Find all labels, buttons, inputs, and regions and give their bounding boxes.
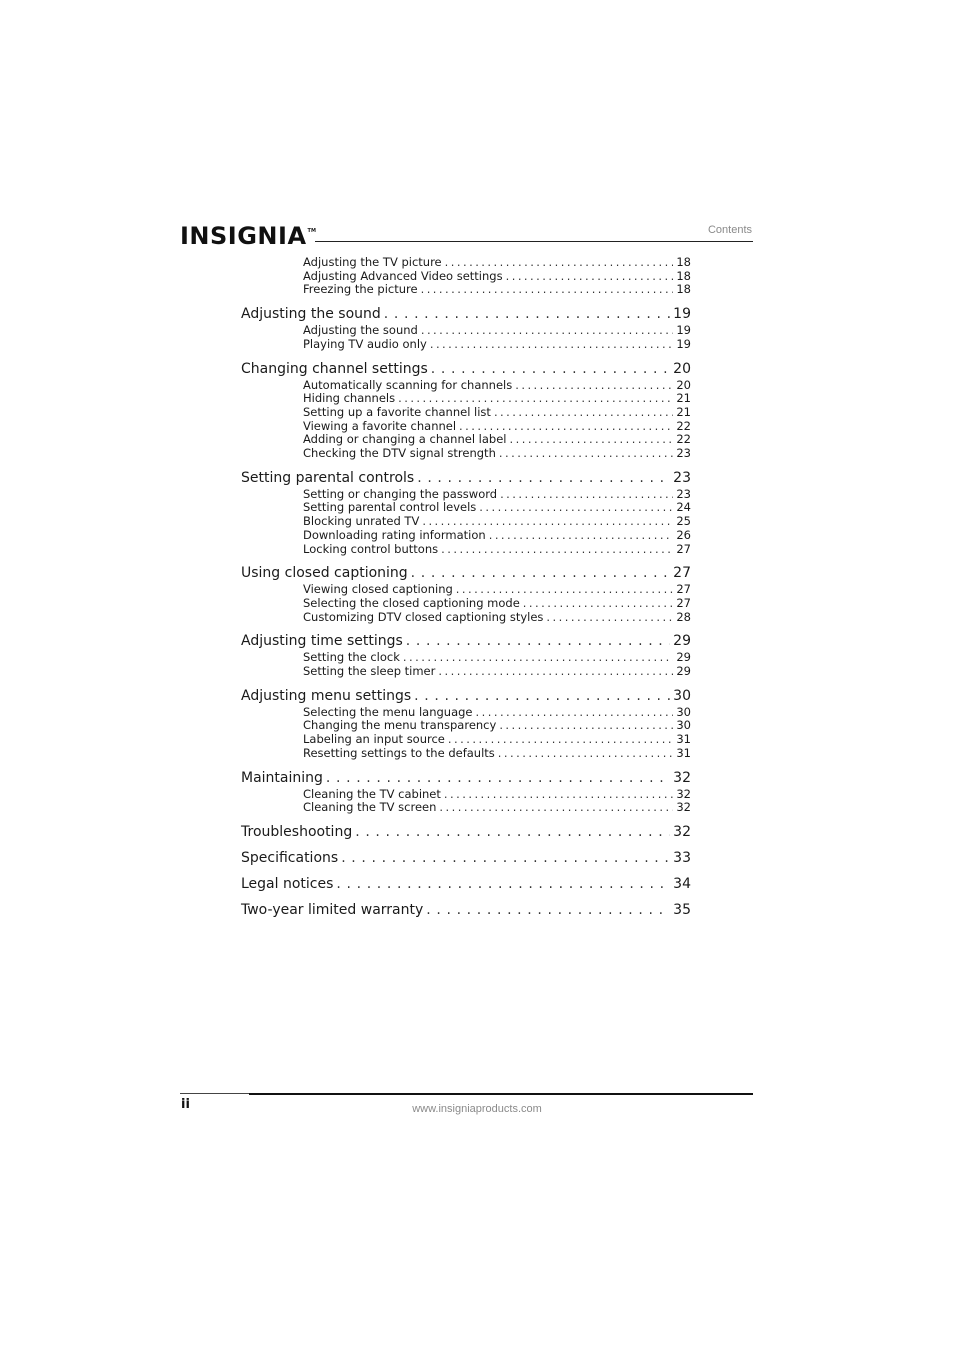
dot-leader	[431, 360, 670, 378]
toc-subentry-title: Downloading rating information	[303, 527, 486, 542]
toc-section-title: Adjusting time settings	[241, 633, 403, 650]
toc-section-title: Using closed captioning	[241, 565, 408, 582]
dot-leader	[411, 564, 671, 582]
footer-url: www.insigniaproducts.com	[412, 1103, 542, 1115]
toc-section-title: Specifications	[241, 849, 339, 866]
toc-subentry[interactable]	[303, 270, 691, 284]
dot-leader	[426, 901, 670, 919]
dot-leader	[421, 283, 674, 297]
dot-leader	[421, 324, 674, 338]
dot-leader	[448, 733, 673, 747]
dot-leader	[459, 420, 673, 434]
dot-leader	[422, 515, 673, 529]
table-of-contents	[241, 256, 691, 920]
dot-leader	[515, 379, 673, 393]
toc-section-page: 27	[673, 565, 691, 582]
toc-subentry[interactable]	[303, 706, 691, 720]
toc-section-title: Two-year limited warranty	[241, 901, 424, 918]
toc-subentry-page: 27	[676, 582, 691, 597]
logo-trademark: TM	[307, 228, 316, 234]
dot-leader	[384, 305, 670, 323]
toc-section-page: 19	[673, 306, 691, 323]
toc-section[interactable]	[241, 769, 691, 787]
toc-subentry[interactable]	[303, 406, 691, 420]
toc-section-page: 32	[673, 823, 691, 840]
toc-subentry-page: 20	[676, 377, 691, 392]
dot-leader	[444, 788, 673, 802]
dot-leader	[336, 875, 670, 893]
dot-leader	[445, 256, 674, 270]
toc-section[interactable]	[241, 469, 691, 487]
toc-subentry[interactable]	[303, 719, 691, 733]
dot-leader	[499, 447, 674, 461]
dot-leader	[438, 665, 673, 679]
toc-section-title: Legal notices	[241, 875, 334, 892]
toc-subentry-title: Cleaning the TV cabinet	[303, 786, 441, 801]
toc-subentry-title: Setting the clock	[303, 650, 400, 665]
insignia-logo	[180, 219, 316, 253]
toc-subentry-title: Customizing DTV closed captioning styles	[303, 609, 544, 624]
toc-subentry-page: 22	[676, 418, 691, 433]
toc-subentry[interactable]	[303, 447, 691, 461]
toc-subentry-title: Setting the sleep timer	[303, 664, 436, 679]
dot-leader	[546, 611, 673, 625]
toc-subentry-page: 31	[676, 745, 691, 760]
toc-section-page: 34	[673, 875, 691, 892]
toc-section[interactable]	[241, 875, 691, 893]
dot-leader	[479, 501, 673, 515]
dot-leader	[355, 823, 670, 841]
dot-leader	[498, 747, 674, 761]
toc-subentry-page: 22	[676, 432, 691, 447]
toc-subentry[interactable]	[303, 583, 691, 597]
dot-leader	[523, 597, 674, 611]
toc-section[interactable]	[241, 687, 691, 705]
footer-rule	[249, 1093, 753, 1095]
logo-wordmark: INSIGNIA	[180, 222, 307, 250]
toc-subentry-page: 28	[676, 609, 691, 624]
toc-subentry[interactable]	[303, 420, 691, 434]
toc-subentry[interactable]	[303, 283, 691, 297]
toc-subentry[interactable]	[303, 747, 691, 761]
toc-subentry[interactable]	[303, 256, 691, 270]
toc-subentry[interactable]	[303, 733, 691, 747]
toc-subentry-title: Labeling an input source	[303, 732, 445, 747]
toc-subentry-title: Changing the menu transparency	[303, 718, 497, 733]
toc-subentry[interactable]	[303, 392, 691, 406]
toc-subentry-title: Cleaning the TV screen	[303, 800, 437, 815]
toc-section-title: Troubleshooting	[241, 823, 353, 840]
toc-subentry-title: Viewing closed captioning	[303, 582, 453, 597]
toc-subentry[interactable]	[303, 651, 691, 665]
toc-subentry-title: Adjusting the TV picture	[303, 255, 442, 269]
toc-subentry-page: 23	[676, 446, 691, 461]
page-number: ii	[181, 1097, 190, 1112]
toc-subentry-page: 21	[676, 404, 691, 419]
toc-subentry-page: 25	[676, 514, 691, 529]
dot-leader	[494, 406, 673, 420]
dot-leader	[500, 488, 673, 502]
toc-subentry-title: Resetting settings to the defaults	[303, 745, 495, 760]
toc-section[interactable]	[241, 849, 691, 867]
toc-subentry-page: 27	[676, 595, 691, 610]
toc-section-page: 29	[673, 633, 691, 650]
toc-section-page: 33	[673, 849, 691, 866]
toc-subentry[interactable]	[303, 379, 691, 393]
dot-leader	[403, 651, 673, 665]
toc-section[interactable]	[241, 823, 691, 841]
toc-subentry-page: 31	[676, 732, 691, 747]
toc-subentry-page: 24	[676, 500, 691, 515]
toc-subentry-page: 21	[676, 391, 691, 406]
toc-subentry-page: 19	[676, 336, 691, 351]
toc-section-title: Adjusting menu settings	[241, 687, 412, 704]
toc-subentry-title: Locking control buttons	[303, 541, 439, 556]
dot-leader	[417, 469, 670, 487]
toc-subentry-title: Hiding channels	[303, 391, 396, 406]
toc-subentry[interactable]	[303, 611, 691, 625]
toc-subentry-title: Viewing a favorite channel	[303, 418, 457, 433]
toc-section-page: 35	[673, 901, 691, 918]
toc-subentry-title: Automatically scanning for channels	[303, 377, 513, 392]
dot-leader	[499, 719, 673, 733]
toc-subentry-page: 23	[676, 486, 691, 501]
toc-subentry-page: 18	[676, 282, 691, 297]
toc-subentry-title: Adjusting Advanced Video settings	[303, 268, 503, 283]
dot-leader	[441, 543, 673, 557]
toc-subentry-page: 30	[676, 718, 691, 733]
toc-section-page: 30	[673, 687, 691, 704]
dot-leader	[510, 433, 674, 447]
toc-section[interactable]	[241, 632, 691, 650]
toc-section-title: Setting parental controls	[241, 469, 415, 486]
dot-leader	[406, 632, 670, 650]
toc-section[interactable]	[241, 360, 691, 378]
toc-subentry-page: 30	[676, 704, 691, 719]
toc-subentry-page: 29	[676, 650, 691, 665]
dot-leader	[341, 849, 670, 867]
toc-subentry-title: Playing TV audio only	[303, 336, 427, 351]
toc-subentry[interactable]	[303, 801, 691, 815]
toc-subentry-page: 26	[676, 527, 691, 542]
dot-leader	[326, 769, 670, 787]
toc-subentry[interactable]	[303, 433, 691, 447]
toc-section[interactable]	[241, 564, 691, 582]
dot-leader	[430, 338, 674, 352]
toc-subentry-page: 32	[676, 786, 691, 801]
toc-subentry[interactable]	[303, 665, 691, 679]
toc-subentry-title: Selecting the menu language	[303, 704, 473, 719]
toc-section-page: 23	[673, 469, 691, 486]
dot-leader	[439, 801, 673, 815]
toc-section[interactable]	[241, 901, 691, 919]
toc-subentry[interactable]	[303, 543, 691, 557]
toc-subentry-title: Setting parental control levels	[303, 500, 477, 515]
toc-section-page: 20	[673, 360, 691, 377]
toc-subentry[interactable]	[303, 324, 691, 338]
toc-subentry[interactable]	[303, 788, 691, 802]
dot-leader	[506, 270, 674, 284]
footer-rule-left	[180, 1093, 253, 1094]
toc-section-title: Changing channel settings	[241, 360, 428, 377]
toc-subentry-page: 19	[676, 323, 691, 338]
toc-subentry[interactable]	[303, 338, 691, 352]
toc-subentry[interactable]	[303, 529, 691, 543]
toc-subentry-page: 29	[676, 664, 691, 679]
dot-leader	[489, 529, 674, 543]
section-label: Contents	[707, 224, 752, 236]
toc-subentry-title: Selecting the closed captioning mode	[303, 595, 520, 610]
dot-leader	[414, 687, 670, 705]
toc-subentry-title: Blocking unrated TV	[303, 514, 420, 529]
toc-subentry[interactable]	[303, 488, 691, 502]
dot-leader	[456, 583, 674, 597]
toc-subentry-page: 18	[676, 255, 691, 269]
dot-leader	[476, 706, 674, 720]
toc-subentry-title: Checking the DTV signal strength	[303, 446, 496, 461]
toc-subentry-page: 32	[676, 800, 691, 815]
toc-subentry-title: Freezing the picture	[303, 282, 418, 297]
toc-subentry-title: Setting or changing the password	[303, 486, 498, 501]
dot-leader	[398, 392, 673, 406]
toc-subentry-title: Adding or changing a channel label	[303, 432, 507, 447]
toc-subentry[interactable]	[303, 515, 691, 529]
toc-subentry[interactable]	[303, 501, 691, 515]
toc-subentry[interactable]	[303, 597, 691, 611]
toc-subentry-page: 27	[676, 541, 691, 556]
toc-subentry-page: 18	[676, 268, 691, 283]
toc-section-title: Maintaining	[241, 769, 323, 786]
toc-section-page: 32	[673, 769, 691, 786]
toc-section-title: Adjusting the sound	[241, 306, 381, 323]
toc-subentry-title: Setting up a favorite channel list	[303, 404, 491, 419]
toc-section[interactable]	[241, 305, 691, 323]
header-rule	[315, 241, 753, 242]
toc-subentry-title: Adjusting the sound	[303, 323, 418, 338]
